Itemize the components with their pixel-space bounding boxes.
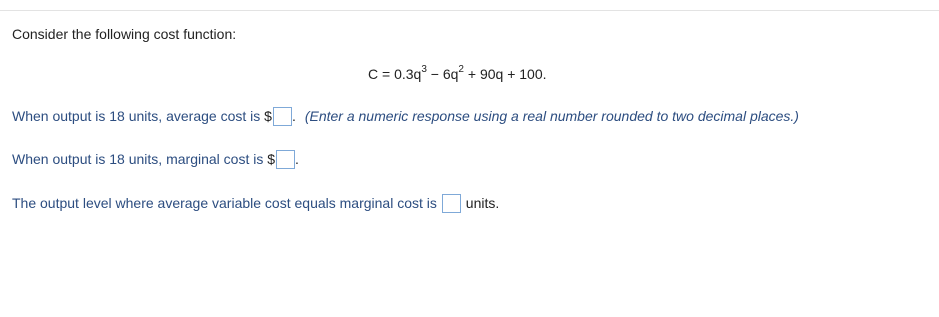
units-label: units.: [465, 195, 500, 211]
question-1-text: When output is 18 units, average cost is: [12, 108, 265, 124]
question-2-text: When output is 18 units, marginal cost is: [12, 151, 268, 167]
formula-prefix: C = 0.3q: [368, 66, 422, 82]
period: .: [291, 108, 296, 124]
formula-middle: − 6q: [426, 66, 459, 82]
formula-exponent-2: 2: [458, 64, 464, 76]
question-average-cost: [12, 106, 799, 126]
top-divider: [0, 10, 939, 11]
output-level-answer-box[interactable]: [442, 194, 461, 213]
currency-symbol: $: [267, 151, 276, 167]
formula-exponent-3: 3: [421, 64, 427, 76]
currency-symbol: $: [264, 108, 272, 124]
average-cost-answer-box[interactable]: [273, 107, 292, 126]
rounding-hint: (Enter a numeric response using a real number rounded to two decimal places.): [304, 108, 799, 124]
question-marginal-cost: [12, 149, 299, 169]
question-3-text: The output level where average variable cost equals marginal cost is: [12, 195, 441, 211]
marginal-cost-answer-box[interactable]: [276, 150, 295, 169]
period: .: [295, 151, 299, 167]
cost-function-formula: [368, 64, 547, 84]
formula-suffix: + 90q + 100.: [463, 66, 547, 82]
intro-text: Consider the following cost function:: [12, 26, 237, 42]
question-output-level: [12, 193, 499, 213]
